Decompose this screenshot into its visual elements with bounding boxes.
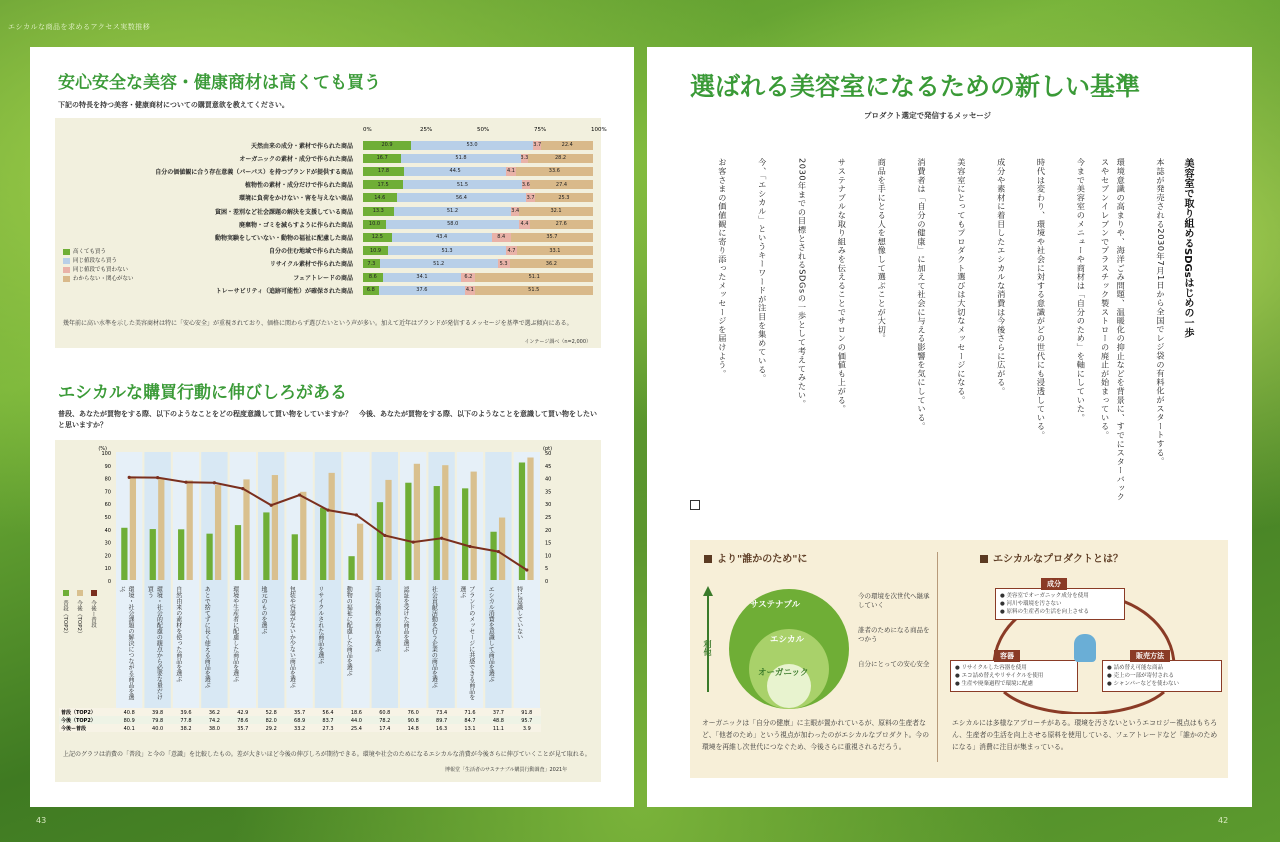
table-cell: 83.7 <box>322 718 334 724</box>
page-subtitle: プロダクト選定で発信するメッセージ <box>864 111 992 120</box>
bar-segment: 4.1 <box>465 287 474 294</box>
table-cell: 56.4 <box>322 710 334 716</box>
bar-row-label: リサイクル素材で作られた商品 <box>269 261 353 269</box>
line-point <box>525 568 528 571</box>
bar-segment: 3.6 <box>521 181 530 188</box>
table-cell: 39.6 <box>180 710 192 716</box>
bar-segment: 51.2 <box>394 207 512 216</box>
bar-segment: 3.7 <box>526 194 535 201</box>
info-left-heading: より"誰かのため"に <box>704 550 807 565</box>
desc-mid: 誰者のためになる商品をつかう <box>858 626 930 643</box>
article-side-heading: 美容室で取り組めるSDGsはじめの一歩 <box>1182 158 1193 338</box>
section-title-1: 安心安全な美容・健康商材は高くても買う <box>58 73 381 93</box>
bar-row <box>25 206 601 216</box>
desc-outer: 今の環境を次世代へ継承していく <box>858 592 930 609</box>
bar-future <box>442 465 448 580</box>
table-cell: 90.8 <box>407 718 419 724</box>
bar-future <box>357 524 363 580</box>
bar-row-label: 自分の価値観に合う存在意義（パーパス）を持つブランドが提供する商品 <box>155 168 353 176</box>
bar-row-label: 自分の住む地域で作られた商品 <box>268 248 353 256</box>
bar-segment: 20.9 <box>363 141 411 150</box>
table-cell: 38.0 <box>208 726 220 732</box>
category-label: 認証を受けた商品を選ぶ <box>402 586 409 652</box>
product-list-item: ● 売上の一部が寄付される <box>1107 673 1175 679</box>
bar-row-label: フェアトレードの商品 <box>293 274 353 282</box>
line-point <box>298 493 301 496</box>
table-cell: 16.3 <box>436 726 448 732</box>
category-label: エシカル消費を意識して商品を選ぶ <box>487 586 495 682</box>
article-column: 時代は変わり、環境や社会に対する意識がどの世代にも浸透している。 <box>1036 158 1047 440</box>
category-label: 社会貢献活動を行う企業の商品を選ぶ <box>430 586 438 688</box>
category-label: リサイクルされた商品を選ぶ <box>316 586 324 664</box>
table-cell: 84.7 <box>464 718 476 724</box>
bar-segment: 27.4 <box>530 180 593 189</box>
bar-future <box>215 485 221 580</box>
category-label: 包装や容器がないか少ない商品を選ぶ <box>288 586 296 688</box>
bar-legend-item: 同じ値段なら買う <box>63 257 134 266</box>
bar-segment: 3.7 <box>533 142 542 148</box>
legend-swatch <box>91 590 97 596</box>
bar-segment: 34.1 <box>383 273 461 282</box>
bar-now <box>292 534 298 580</box>
table-cell: 80.9 <box>123 718 135 724</box>
line-note: 上記のグラフは消費の「普段」と今の「意識」を比較したもの。差が大きいほど今後の伸びしろが期待できる。環境や社会のためになるエシカルな消費が今後さらに伸びていくことが見て取れる。 <box>63 751 591 758</box>
bar-future <box>527 458 533 580</box>
bar-future <box>414 464 420 580</box>
bar-segment: 4.1 <box>507 168 515 175</box>
bar-now <box>519 462 525 580</box>
article-column: 本誌が発売される2030年7月1日から全国でレジ袋の有料化がスタートする。 <box>1156 158 1166 466</box>
y-unit-left: (%) <box>98 446 107 452</box>
bar-segment: 43.4 <box>392 233 492 242</box>
box-ingredients <box>995 588 1125 620</box>
product-list-item: ● 詰め替え可能な商品 <box>1107 665 1164 671</box>
table-cell: 37.7 <box>492 710 504 716</box>
category-label: 特に意識していない <box>515 586 523 640</box>
y-tick-right: 45 <box>545 463 552 470</box>
ring-inner-label: オーガニック <box>758 668 809 678</box>
bar-segment: 36.2 <box>510 259 593 268</box>
y-tick-right: 10 <box>545 553 552 560</box>
bar-segment: 7.3 <box>363 259 380 268</box>
table-cell: 29.2 <box>265 726 277 732</box>
bar-segment: 28.2 <box>528 154 593 163</box>
article-column: 今まで美容室のメニューや商材は「自分のため」を軸にしていた。 <box>1076 158 1087 422</box>
article-column: 美容室にとってもプロダクト選びは大切なメッセージになる。 <box>956 158 967 405</box>
table-cell: 36.2 <box>208 710 220 716</box>
product-list-item: ● 美容室でオーガニック成分を使用 <box>1000 593 1089 599</box>
info-right-heading: エシカルなプロダクトとは？ <box>980 550 1123 565</box>
bar-segment: 51.1 <box>475 273 593 282</box>
y-tick-left: 100 <box>101 451 111 457</box>
box-container-title: 容器 <box>994 650 1020 662</box>
y-tick-right: 50 <box>545 451 552 457</box>
bar-axis-tick: 25% <box>420 127 433 133</box>
y-tick-right: 5 <box>545 566 549 573</box>
bar-row-label: 天然由来の成分・素材で作られた商品 <box>250 142 353 150</box>
bar-segment: 51.8 <box>401 154 520 163</box>
table-cell: 89.7 <box>436 718 448 724</box>
bar-now <box>235 525 241 580</box>
category-label: 環境・社会課題の解決につながる商品を選ぶ <box>118 586 134 700</box>
bar-segment: 44.5 <box>404 167 506 176</box>
article-column: 成分や素材に着目したエシカルな消費は今後さらに広がる。 <box>996 158 1007 396</box>
table-cell: 39.8 <box>152 710 164 716</box>
category-label: 手頃な価格の商品を選ぶ <box>373 586 381 652</box>
bar-segment: 12.5 <box>363 233 392 242</box>
person-icon <box>1074 634 1096 662</box>
table-cell: 52.8 <box>265 710 277 716</box>
table-cell: 71.6 <box>464 710 476 716</box>
bar-now <box>377 502 383 580</box>
product-list-item: ● 原料の生産者の生活を向上させる <box>1000 609 1090 615</box>
bar-row-label: 廃棄物・ゴミを減らすように作られた商品 <box>238 221 353 229</box>
y-tick-left: 20 <box>104 553 111 560</box>
bar-future <box>272 475 278 580</box>
end-mark-icon <box>690 500 700 510</box>
bar-legend <box>63 248 134 284</box>
bar-note: 幾年前に高い水準を示した美容商材は特に「安心安全」が重視されており、価格に関わらず選びたいという声が多い。加えて近年はブランドが発信するメッセージを基準で選ぶ傾向にある。 <box>63 320 573 327</box>
table-cell: 35.7 <box>294 710 306 716</box>
bar-segment: 8.6 <box>363 273 383 282</box>
section-subtitle-2: 普段、あなたが買物をする際、以下のようなことをどの程度意識して買い物をしていますか？ 今後、あなたが買物をする際、以下のようなことを意識して買い物をしたいと思いますか？ <box>58 410 597 429</box>
y-tick-left: 70 <box>104 489 111 496</box>
table-cell: 38.2 <box>180 726 192 732</box>
table-cell: 40.8 <box>123 710 135 716</box>
y-tick-left: 40 <box>104 527 111 534</box>
bar-axis <box>363 127 607 135</box>
table-cell: 11.1 <box>492 726 504 732</box>
bar-segment: 17.8 <box>363 167 404 176</box>
line-point <box>412 541 415 544</box>
bar-axis-tick: 50% <box>477 127 490 133</box>
bar-segment: 6.8 <box>363 286 379 295</box>
bar-now <box>434 486 440 580</box>
bar-future <box>158 478 164 580</box>
article-column: 商品を手にとる人を想像して選ぶことが大切。 <box>877 158 888 343</box>
arrow-label: 利他 <box>703 640 712 656</box>
y-tick-left: 50 <box>104 515 111 521</box>
bar-row <box>25 180 601 190</box>
bar-segment: 51.3 <box>388 246 506 255</box>
y-tick-left: 60 <box>104 502 111 509</box>
section-subtitle-1: 下記の特長を持つ美容・健康商材についての購買意欲を教えてください。 <box>58 101 289 109</box>
bar-segment: 14.6 <box>363 193 397 202</box>
bar-axis-tick: 100% <box>591 127 607 133</box>
bar-segment: 51.5 <box>475 286 593 295</box>
table-cell: 35.7 <box>237 726 249 732</box>
table-row-label: 今後ー普段 <box>61 726 87 732</box>
table-cell: 13.1 <box>464 726 476 732</box>
y-tick-right: 40 <box>545 476 552 483</box>
bar-now <box>206 534 212 580</box>
category-label: あとで捨てずに長く使える商品を選ぶ <box>203 586 211 688</box>
legend-label: 今後（TOP2） <box>76 600 82 637</box>
bar-future <box>499 518 505 580</box>
page-number-left: 43 <box>36 816 47 825</box>
table-cell: 25.4 <box>350 726 362 732</box>
header-tab: エシカルな商品を求めるアクセス実数推移 <box>8 23 151 31</box>
bar-segment: 4.4 <box>520 221 529 228</box>
bar-future <box>385 480 391 580</box>
bar-now <box>320 508 326 580</box>
bar-source: インテージ調べ（n=2,000） <box>524 339 591 345</box>
info-right-body: エシカルには多様なアプローチがある。環境を汚さないというエコロジー視点はもちろん、生産者の生活を向上させる原料を使用している、フェアトレードなど「誰かのためになる」消費に注目が集まっている。 <box>952 719 1218 751</box>
category-label: 地元のものを選ぶ <box>260 586 267 634</box>
bar-now <box>150 529 156 580</box>
bar-row <box>25 166 601 176</box>
bar-future <box>130 476 136 580</box>
table-cell: 77.8 <box>180 718 192 724</box>
ring-outer-label: サステナブル <box>750 600 801 610</box>
bar-segment: 37.6 <box>379 286 465 295</box>
line-point <box>184 481 187 484</box>
line-point <box>213 481 216 484</box>
line-point <box>497 550 500 553</box>
bar-row-label: 環境に負荷をかけない・害を与えない商品 <box>238 195 353 203</box>
bar-segment: 51.2 <box>380 259 498 268</box>
bar-row <box>25 232 601 242</box>
article-column: お客さまの価値観に寄り添ったメッセージを届けよう。 <box>717 158 728 378</box>
ring-mid-label: エシカル <box>770 635 805 645</box>
y-tick-left: 0 <box>107 579 111 585</box>
bar-row-label: 貧困・差別など社会課題の解決を支援している商品 <box>214 208 353 216</box>
bar-now <box>348 556 354 580</box>
category-label: 環境や生産者に配慮した商品を選ぶ <box>231 586 239 682</box>
y-tick-right: 0 <box>545 579 549 585</box>
bar-segment: 3.3 <box>520 155 529 162</box>
bar-segment: 8.4 <box>492 233 511 242</box>
y-tick-right: 30 <box>545 502 552 509</box>
bar-row-label: 植物性の素材・成分だけで作られた商品 <box>244 182 353 190</box>
legend-swatch <box>63 590 69 596</box>
bar-now <box>263 512 269 580</box>
category-label: 環境・社会的配慮の観点から必要な量だけ買う <box>146 586 163 700</box>
bar-row <box>25 153 601 163</box>
article-column: 2030年までの目標とされるSDGsの一歩として考えてみたい。 <box>797 158 808 409</box>
line-point <box>326 509 329 512</box>
bar-row-label: オーガニックの素材・成分で作られた商品 <box>239 155 353 163</box>
bar-segment: 3.4 <box>511 208 520 214</box>
bar-future <box>329 473 335 580</box>
bar-row <box>25 285 601 295</box>
table-cell: 82.0 <box>265 718 277 724</box>
bar-future <box>471 472 477 580</box>
bar-segment: 5.3 <box>498 259 510 268</box>
article-column: 環境意識の高まりや、海洋ごみ問題、温暖化の抑止などを背景に、すでにスターバックスやセブンイレブンでプラスチック製ストローの廃止が始まっている。 <box>1100 158 1127 502</box>
y-tick-right: 15 <box>545 540 552 547</box>
article-column: 消費者は「自分の健康」に加えて社会に与える影響を気にしている。 <box>917 158 927 431</box>
bar-now <box>462 488 468 580</box>
bar-now <box>490 532 496 580</box>
table-cell: 33.2 <box>294 726 306 732</box>
y-tick-left: 10 <box>104 566 111 573</box>
table-cell: 27.3 <box>322 726 334 732</box>
category-label: 自然由来の素材を使った商品を選ぶ <box>174 586 182 682</box>
info-left-body: オーガニックは「自分の健康」に主眼が置かれているが、原料の生産者など、「他者のため」という視点が加わったのがエシカルなプロダクト。今の環境を再維し次世代につなぐため、今後さらに重視されるだろう。 <box>702 719 930 751</box>
bar-segment: 33.1 <box>517 246 593 255</box>
bar-segment: 56.4 <box>397 193 527 202</box>
box-sales-title: 販売方法 <box>1130 650 1170 662</box>
desc-inner: 自分にとっての安心安全 <box>858 660 930 668</box>
section-title-2: エシカルな購買行動に伸びしろがある <box>58 383 347 403</box>
table-cell: 44.0 <box>350 718 362 724</box>
table-cell: 14.8 <box>407 726 419 732</box>
stacked-bar-chart <box>25 140 601 310</box>
line-point <box>355 513 358 516</box>
table-cell: 73.4 <box>436 710 448 716</box>
bar-axis-tick: 0% <box>363 127 372 133</box>
combo-chart <box>55 440 601 740</box>
bar-future <box>187 480 193 580</box>
table-cell: 78.2 <box>379 718 391 724</box>
table-cell: 95.7 <box>521 718 533 724</box>
table-cell: 42.9 <box>237 710 249 716</box>
line-point <box>156 476 159 479</box>
bar-row <box>25 219 601 229</box>
bar-chart-box <box>55 118 607 348</box>
bar-row-label: 動物実験をしていない・動物の福祉に配慮した商品 <box>214 234 353 242</box>
table-cell: 17.4 <box>379 726 391 732</box>
bar-segment: 51.5 <box>403 180 521 189</box>
bar-segment: 6.2 <box>461 273 475 282</box>
table-cell: 74.2 <box>208 718 220 724</box>
table-cell: 60.8 <box>379 710 391 716</box>
product-list-item: ● 生産や廃棄過程で環境に配慮 <box>955 681 1034 687</box>
line-chart-box <box>55 440 601 782</box>
bar-legend-item: 高くても買う <box>63 248 134 257</box>
product-list-item: ● エコ詰め替えやリサイクルを使用 <box>955 673 1044 679</box>
category-label: ブランドのメッセージに共感できる商品を選ぶ <box>458 586 475 700</box>
bar-axis-tick: 75% <box>534 127 547 133</box>
table-cell: 3.9 <box>522 726 531 732</box>
product-list-item: ● リサイクルした容器を使用 <box>955 665 1027 671</box>
page-number-right: 42 <box>1218 816 1229 825</box>
bar-segment: 53.0 <box>411 141 533 150</box>
y-tick-right: 20 <box>545 527 552 534</box>
article-column: 今、「エシカル」というキーワードが注目を集めている。 <box>757 158 768 383</box>
legend-swatch <box>77 590 83 596</box>
bar-now <box>405 483 411 580</box>
table-cell: 91.8 <box>521 710 533 716</box>
bar-row <box>25 140 601 150</box>
table-cell: 68.9 <box>294 718 306 724</box>
y-tick-left: 30 <box>104 540 111 547</box>
bar-segment: 58.0 <box>386 220 519 229</box>
table-cell: 78.6 <box>237 718 249 724</box>
table-cell: 79.8 <box>152 718 164 724</box>
bar-now <box>178 529 184 580</box>
y-tick-left: 80 <box>104 476 111 483</box>
box-container <box>950 660 1078 692</box>
table-cell: 40.1 <box>123 726 135 732</box>
bar-row <box>25 193 601 203</box>
bar-segment: 35.7 <box>511 233 593 242</box>
line-point <box>270 504 273 507</box>
bar-legend-item: わからない・関心がない <box>63 275 134 284</box>
bar-segment: 10.0 <box>363 220 386 229</box>
table-cell: 40.0 <box>152 726 164 732</box>
category-label: 動物の福祉に配慮した商品を選ぶ <box>345 586 353 676</box>
bar-future <box>243 479 249 580</box>
bar-row-label: トレーサビリティ（追跡可能性）が確保された商品 <box>215 287 353 295</box>
bar-segment: 22.4 <box>541 141 593 150</box>
bar-segment: 13.3 <box>363 207 394 216</box>
bar-now <box>121 528 127 580</box>
table-cell: 18.6 <box>350 710 362 716</box>
bar-segment: 16.7 <box>363 154 401 163</box>
bar-segment: 17.5 <box>363 180 403 189</box>
table-row-label: 今後（TOP2） <box>61 718 96 724</box>
bar-segment: 32.1 <box>519 207 593 216</box>
bar-segment: 27.6 <box>530 220 593 229</box>
y-tick-left: 90 <box>104 463 111 470</box>
article-column: サステナブルな取り組みを伝えることでサロンの価値も上がる。 <box>837 158 848 414</box>
bar-segment: 25.3 <box>535 193 593 202</box>
bar-future <box>300 492 306 580</box>
bar-legend-item: 同じ値段でも買わない <box>63 266 134 275</box>
product-list-item: ● シャンパーなどを使わない <box>1107 681 1180 687</box>
line-point <box>241 487 244 490</box>
legend-label: 今後ー普段 <box>90 600 96 628</box>
y-tick-right: 35 <box>545 489 552 496</box>
line-point <box>128 476 131 479</box>
box-ingredients-title: 成分 <box>1041 578 1067 590</box>
legend-label: 普段（TOP2） <box>62 600 68 637</box>
article-body <box>690 158 1168 508</box>
box-sales <box>1102 660 1222 692</box>
line-point <box>440 537 443 540</box>
bar-segment: 4.7 <box>507 247 516 254</box>
table-cell: 76.0 <box>407 710 419 716</box>
line-source: 博報堂「生活者のサステナブル購買行動調査」2021年 <box>445 767 568 773</box>
bar-segment: 10.9 <box>363 246 388 255</box>
table-row-label: 普段（TOP2） <box>61 710 96 716</box>
table-cell: 48.8 <box>492 718 504 724</box>
product-list-item: ● 河川や環境を汚さない <box>1000 601 1062 607</box>
line-point <box>468 545 471 548</box>
y-unit-right: (pt) <box>543 446 553 452</box>
bar-segment: 33.6 <box>516 167 593 176</box>
y-tick-right: 25 <box>545 515 552 521</box>
line-point <box>383 534 386 537</box>
info-box <box>690 540 1228 778</box>
page-title: 選ばれる美容室になるための新しい基準 <box>690 72 1141 101</box>
